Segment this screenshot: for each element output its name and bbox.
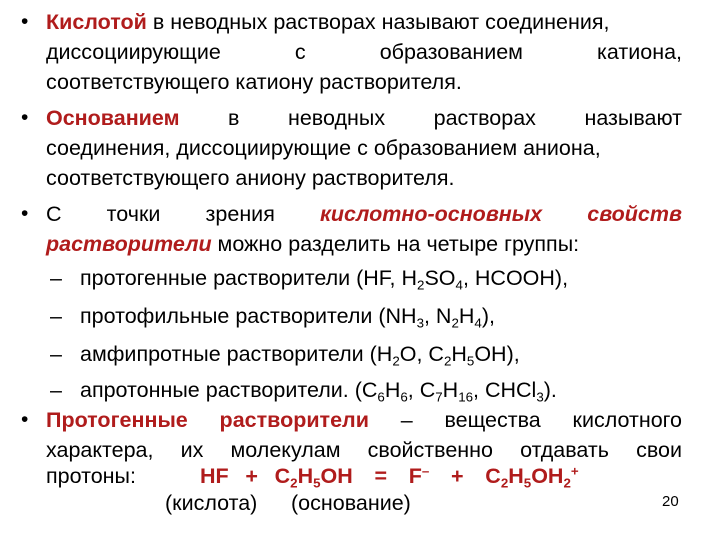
eq-equals: = — [374, 464, 388, 488]
sub-2-text-3: H — [458, 304, 475, 328]
bullet-2-line-3: соответствующего аниону растворителя. — [46, 166, 455, 190]
sub-2-protophilic — [80, 303, 495, 329]
sub-1-dash: – — [50, 266, 62, 290]
bullet-1-line-2: диссоциирующие с образованием катиона, — [46, 40, 682, 64]
bullet-1-line-3: соответствующего катиону растворителя. — [46, 70, 462, 94]
sub-2-text-2: , N — [423, 304, 452, 328]
sub-4-text-3: , C — [407, 378, 436, 402]
sub-3-sub-1: 2 — [392, 353, 400, 369]
sub-1-text: протогенные растворители (HF, H — [80, 266, 418, 290]
sub-4-text-5: , CHCl — [473, 378, 537, 402]
bullet-4-line-3-label: протоны: — [46, 464, 136, 488]
sub-1-sub-1: 2 — [417, 277, 425, 293]
term-solvents: растворители — [46, 232, 212, 256]
sub-4-text-4: H — [442, 378, 459, 402]
eq-plus-2: + — [451, 464, 464, 488]
eq-hf: HF — [200, 464, 229, 488]
bullet-3-line-1 — [46, 201, 682, 227]
eq-c2-sub: 2 — [500, 475, 509, 491]
bullet-2-line-2: соединения, диссоциирующие с образованием аниона, — [46, 136, 601, 160]
sub-3-text-4: OH), — [474, 342, 520, 366]
page-number: 20 — [662, 493, 679, 510]
sub-1-sub-2: 4 — [455, 277, 463, 293]
eq-c-sub: 2 — [290, 475, 298, 491]
sub-4-text-2: H — [384, 378, 401, 402]
bullet-1-marker: • — [21, 10, 29, 33]
term-protogenic-solvents: Протогенные растворители — [46, 408, 369, 432]
sub-4-sub-2: 6 — [400, 389, 408, 405]
sub-3-sub-3: 5 — [466, 353, 475, 369]
eq-h2: H — [508, 464, 524, 488]
eq-h-sub: 5 — [313, 475, 321, 491]
bullet-4-marker: • — [21, 408, 29, 431]
sub-3-text-2: O, C — [399, 342, 444, 366]
sub-4-dash: – — [50, 378, 62, 402]
term-acid-base-properties: кислотно-основных свойств — [320, 202, 682, 226]
sub-3-text: амфипротные растворители (H — [80, 342, 393, 366]
sub-3-dash: – — [50, 342, 62, 366]
bullet-3-line-2 — [46, 231, 579, 257]
eq-oh2: OH — [531, 464, 564, 488]
term-acid: Кислотой — [46, 10, 147, 34]
label-acid: (кислота) — [165, 491, 258, 515]
bullet-4-line-2: характера, их молекулам свойственно отдавать свои — [46, 438, 682, 462]
bullet-2-marker: • — [21, 106, 29, 129]
bullet-1-text-1: в неводных растворах называют соединения, — [146, 10, 610, 34]
bullet-3-marker: • — [21, 202, 29, 225]
sub-4-aprotic — [80, 377, 557, 403]
eq-plus-1: + — [245, 464, 258, 488]
sub-2-dash: – — [50, 304, 62, 328]
sub-2-text: протофильные растворители (NH — [80, 304, 417, 328]
bullet-3-text-2: можно разделить на четыре группы: — [211, 232, 580, 256]
bullet-1-line-1 — [46, 9, 609, 35]
sub-2-sub-2: 2 — [451, 315, 459, 331]
sub-1-text-2: SO — [424, 266, 456, 290]
sub-4-sub-3: 7 — [435, 389, 443, 405]
sub-2-sub-3: 4 — [474, 315, 482, 331]
eq-oh: OH — [320, 464, 353, 488]
sub-3-amphiprotic — [80, 341, 520, 367]
bullet-2-line-1 — [46, 105, 682, 131]
bullet-4-text-1: – вещества кислотного — [368, 408, 682, 432]
eq-oh2-sub: 2 — [563, 475, 571, 491]
bullet-2-text-1: в неводных растворах называют — [179, 106, 682, 130]
sub-3-sub-2: 2 — [443, 353, 452, 369]
eq-h2-sub: 5 — [523, 475, 532, 491]
bullet-3-text-1: С точки зрения — [46, 202, 320, 226]
sub-3-text-3: H — [451, 342, 467, 366]
sub-4-text: апротонные растворители. (C — [80, 378, 378, 402]
sub-4-sub-1: 6 — [377, 389, 385, 405]
eq-oh2-sup: + — [570, 463, 579, 479]
eq-c: C — [274, 464, 291, 488]
eq-h: H — [297, 464, 314, 488]
reaction-equation — [200, 463, 579, 489]
eq-c2: C — [485, 464, 501, 488]
eq-f-sup: – — [421, 463, 430, 479]
sub-2-text-4: ), — [481, 304, 495, 328]
term-base: Основанием — [46, 106, 180, 130]
eq-f: F — [408, 464, 422, 488]
sub-2-sub-1: 3 — [416, 315, 424, 331]
sub-4-sub-4: 16 — [458, 389, 474, 405]
bullet-4-line-1 — [46, 407, 682, 433]
sub-4-sub-5: 3 — [536, 389, 544, 405]
label-base: (основание) — [291, 491, 411, 515]
sub-4-text-6: ). — [543, 378, 557, 402]
sub-1-text-3: , HCOOH), — [462, 266, 569, 290]
sub-1-protogenic — [80, 265, 568, 291]
